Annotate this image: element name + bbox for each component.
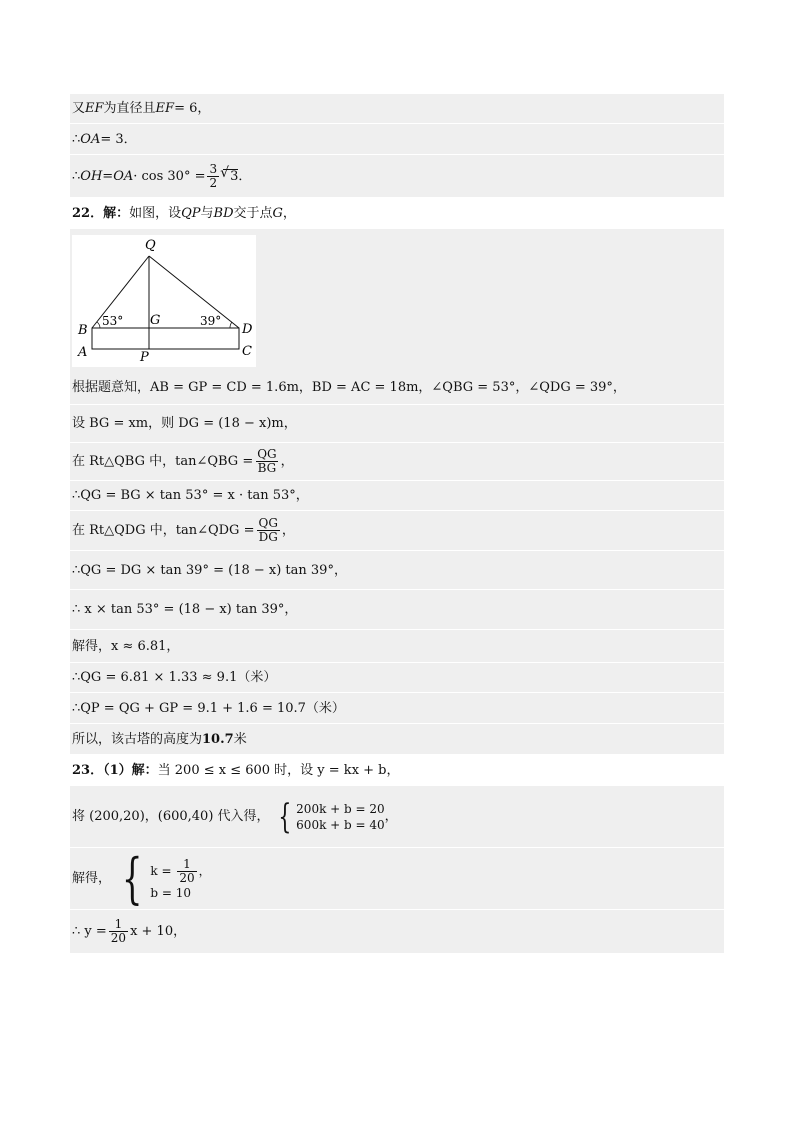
system-lines [296, 803, 385, 831]
numerator: 1 [114, 917, 123, 931]
label-c: C [242, 344, 252, 359]
angle-arc-d [230, 322, 232, 328]
text: ， [198, 864, 211, 878]
text: k = [150, 864, 176, 878]
brace: { [121, 846, 143, 910]
q22-heading [70, 197, 724, 229]
text: 根据题意知，AB = GP = CD = 1.6m，BD = AC = 18m，∠QBG = 53°，∠QDG = 39°， [72, 380, 626, 395]
text: ， [384, 809, 398, 824]
fraction [207, 163, 219, 190]
text: ∴QG = 6.81 × 1.33 ≈ 9.1（米） [72, 670, 277, 685]
denominator: 2 [209, 175, 218, 190]
text: 又 [72, 101, 86, 116]
system-line: 200k + b = 20 [296, 801, 385, 816]
sqrt: √ 3 [223, 169, 238, 183]
text: x + 10， [130, 924, 187, 939]
var-g: G [272, 205, 283, 221]
rect-abdc [92, 328, 239, 349]
text: 交于点 [233, 205, 273, 221]
text: ∴QP = QG + GP = 9.1 + 1.6 = 10.7（米） [72, 700, 345, 716]
fraction [177, 858, 196, 885]
text: ∴ x × tan 53° = (18 − x) tan 39°， [72, 602, 298, 617]
denominator: BG [257, 461, 277, 475]
fraction [256, 517, 279, 544]
numerator: QG [257, 447, 277, 461]
text: = [102, 168, 114, 184]
q23-heading [70, 754, 724, 786]
text: ． [238, 168, 252, 184]
fraction [255, 448, 278, 475]
text: 米 [233, 731, 247, 747]
system-line [150, 858, 210, 885]
line-let [70, 405, 724, 443]
var-oa: OA [80, 131, 101, 147]
text: 与 [200, 205, 214, 221]
text: ∴QG = BG × tan 53° = x · tan 53°， [72, 488, 309, 503]
text: 如图，设 [129, 205, 182, 221]
text: 所以，该古塔的高度为 [72, 731, 203, 747]
numerator: QG [258, 516, 278, 530]
text: 当 200 ≤ x ≤ 600 时，设 y = kx + b， [157, 762, 400, 778]
question-number: 22．解： [72, 205, 130, 221]
line-oh [70, 155, 724, 197]
numerator: 1 [183, 857, 191, 871]
text: 设 BG = xm，则 DG = (18 − x)m， [72, 416, 297, 431]
text: ∴QG = DG × tan 39° = (18 − x) tan 39°， [72, 562, 347, 578]
text: ∴ [72, 168, 81, 184]
denominator: 20 [179, 871, 195, 885]
solution-page [70, 94, 724, 953]
answer-value: 10.7 [202, 731, 234, 747]
text: ∴ [72, 131, 81, 147]
label-q: Q [145, 238, 156, 253]
brace: { [277, 796, 291, 837]
line-equation [70, 590, 724, 630]
text: ， [281, 523, 295, 538]
system-line: 600k + b = 40 [296, 817, 385, 832]
line-solve [70, 630, 724, 663]
line-qg3 [70, 663, 724, 693]
line-answer [70, 724, 724, 754]
line-qd [149, 256, 239, 328]
label-b: B [78, 323, 88, 338]
text: ， [282, 205, 296, 221]
line-solution [70, 848, 724, 910]
var-ef: EF [155, 101, 175, 116]
system-lines [150, 858, 210, 899]
line-substitute [70, 786, 724, 848]
angle-label-d: 39° [200, 314, 222, 328]
line-rt1 [70, 443, 724, 481]
tower-figure [72, 235, 256, 367]
tower-diagram [72, 235, 256, 367]
line-ef-diameter [70, 94, 724, 124]
text: 解得，x ≈ 6.81， [72, 638, 180, 654]
text: = 3． [100, 131, 137, 147]
text: 在 Rt△QDG 中，tan∠QDG = [72, 523, 255, 538]
text: = 6， [174, 101, 211, 116]
system-line: b = 10 [150, 886, 192, 900]
label-g: G [150, 313, 161, 328]
line-qg2 [70, 551, 724, 590]
angle-arc-b [97, 322, 100, 328]
fraction [109, 918, 128, 945]
question-number: 23．（1）解： [72, 762, 158, 778]
text: ∴ y = [72, 924, 107, 939]
var-oh: OH [80, 168, 103, 184]
line-given [70, 371, 724, 405]
label-a: A [78, 345, 88, 360]
equation-system [274, 796, 385, 837]
text: 将 (200,20)，(600,40) 代入得， [72, 809, 270, 824]
text: 解得， [72, 871, 112, 886]
var-bd: BD [213, 205, 234, 221]
denominator: 20 [110, 931, 127, 945]
var-oa: OA [113, 168, 134, 184]
text: · cos 30° = [133, 168, 206, 184]
figure-row [70, 229, 724, 371]
denominator: DG [258, 530, 278, 544]
label-d: D [242, 322, 253, 337]
line-qg1 [70, 481, 724, 511]
numerator: 3 [209, 161, 218, 176]
text: 为直径且 [103, 101, 156, 116]
line-rt2 [70, 511, 724, 551]
text: 在 Rt△QBG 中，tan∠QBG = [72, 454, 254, 469]
line-qp [70, 693, 724, 724]
label-p: P [140, 350, 149, 365]
solution-system [115, 846, 211, 910]
var-ef: EF [85, 101, 104, 116]
line-oa [70, 124, 724, 155]
text: ， [280, 454, 294, 469]
line-final [70, 910, 724, 953]
angle-label-b: 53° [102, 314, 124, 328]
var-qp: QP [181, 205, 201, 221]
